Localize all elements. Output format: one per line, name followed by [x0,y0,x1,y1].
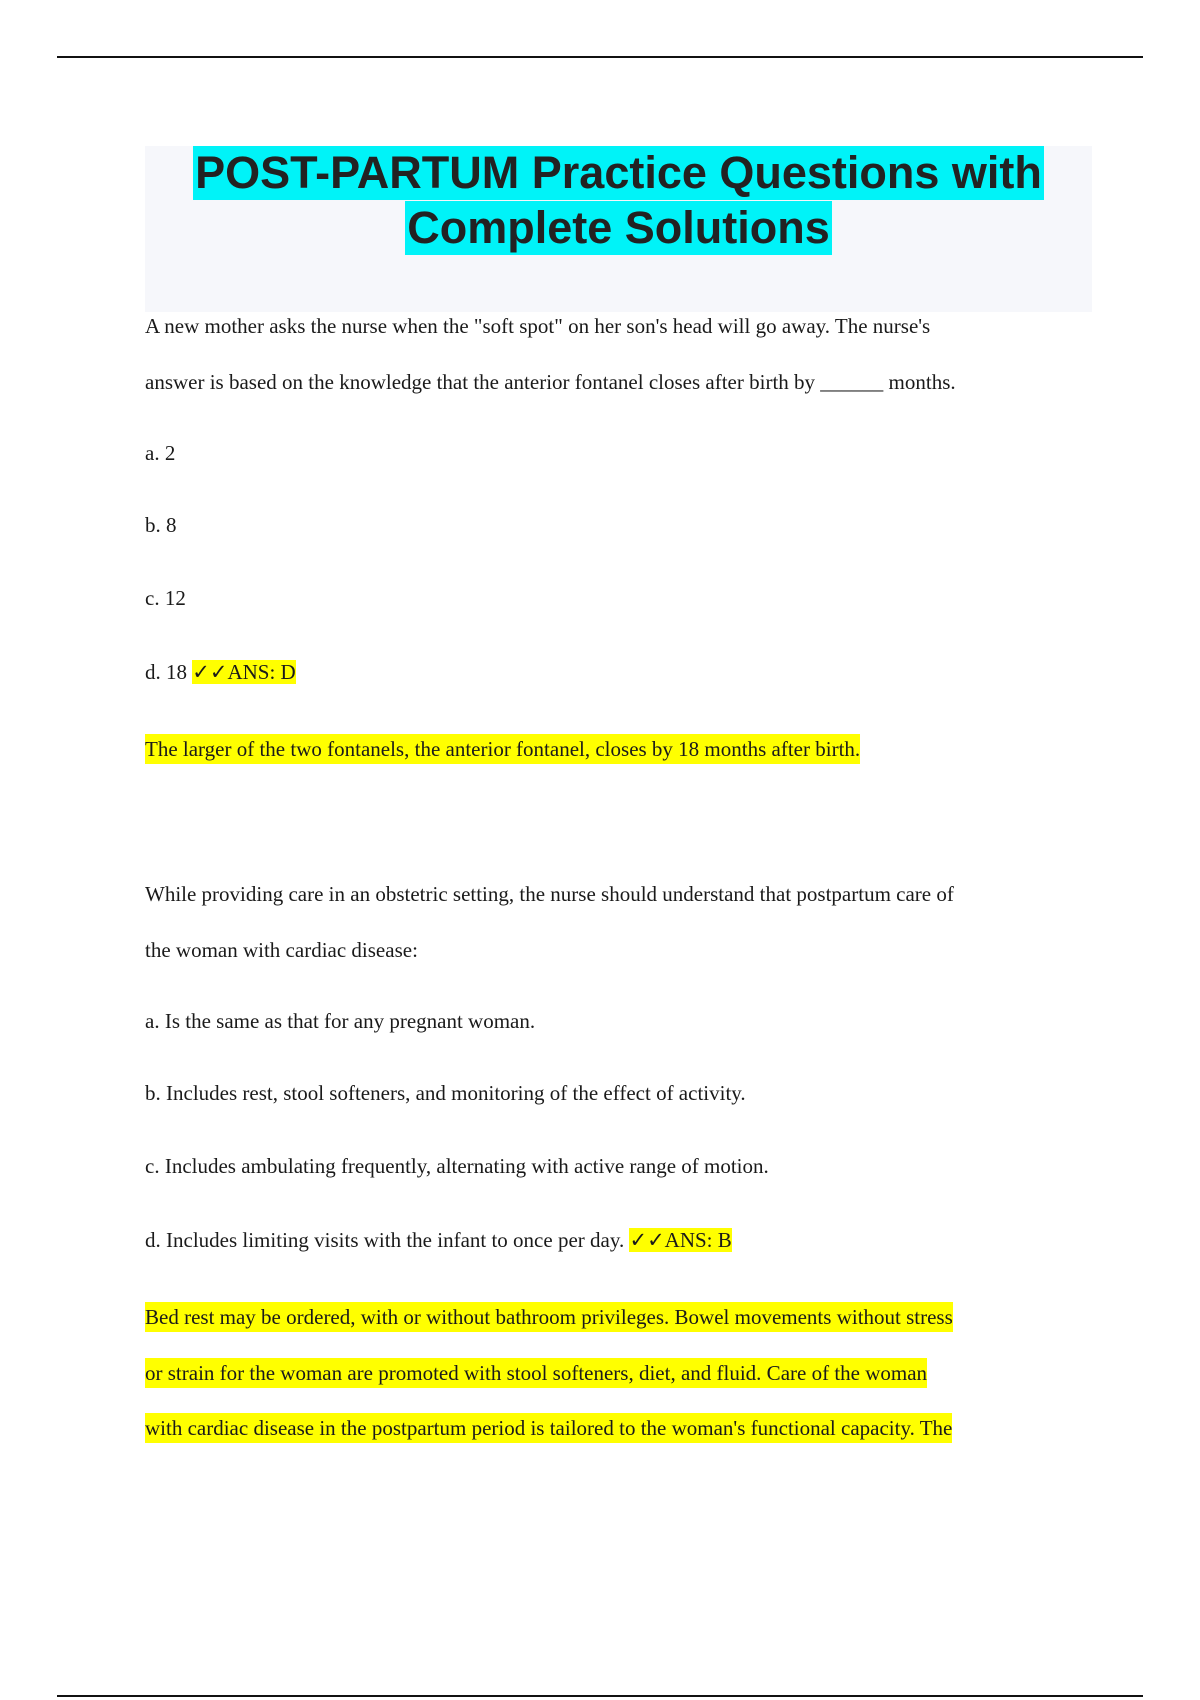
title-line-1: POST-PARTUM Practice Questions with [195,147,1042,198]
q2-rationale-line-2: or strain for the woman are promoted with stool softeners, diet, and fluid. Care of the woman [145,1358,927,1388]
q2-rationale-line-3: with cardiac disease in the postpartum period is tailored to the woman's functional capacity. The [145,1413,952,1443]
top-rule [57,56,1143,58]
q1-option-d [145,657,296,687]
q1-option-a: a. 2 [145,441,176,465]
q1-rationale: The larger of the two fontanels, the anterior fontanel, closes by 18 months after birth. [145,734,860,764]
q1-answer: ✓✓ANS: D [192,660,296,684]
q1-option-b: b. 8 [145,513,177,537]
q2-option-c: c. Includes ambulating frequently, alternating with active range of motion. [145,1154,769,1178]
q2-answer: ✓✓ANS: B [629,1228,732,1252]
q1-option-d-text: d. 18 [145,660,193,684]
q2-option-d-text: d. Includes limiting visits with the infant to once per day. [145,1228,630,1252]
q2-stem-line-1: While providing care in an obstetric setting, the nurse should understand that postpartum care of [145,882,954,906]
bottom-rule [57,1695,1143,1697]
document-title [145,146,1092,312]
q2-option-a: a. Is the same as that for any pregnant woman. [145,1009,536,1033]
q1-stem-line-1: A new mother asks the nurse when the "soft spot" on her son's head will go away. The nurse's [145,314,931,338]
q2-option-b: b. Includes rest, stool softeners, and monitoring of the effect of activity. [145,1081,746,1105]
q2-stem-line-2: the woman with cardiac disease: [145,938,418,962]
q2-option-d [145,1225,732,1255]
title-line-2: Complete Solutions [407,202,830,253]
q1-stem-line-2: answer is based on the knowledge that the anterior fontanel closes after birth by ______ months. [145,370,956,394]
q2-rationale-line-1: Bed rest may be ordered, with or without bathroom privileges. Bowel movements without stress [145,1302,953,1332]
q1-option-c: c. 12 [145,586,186,610]
